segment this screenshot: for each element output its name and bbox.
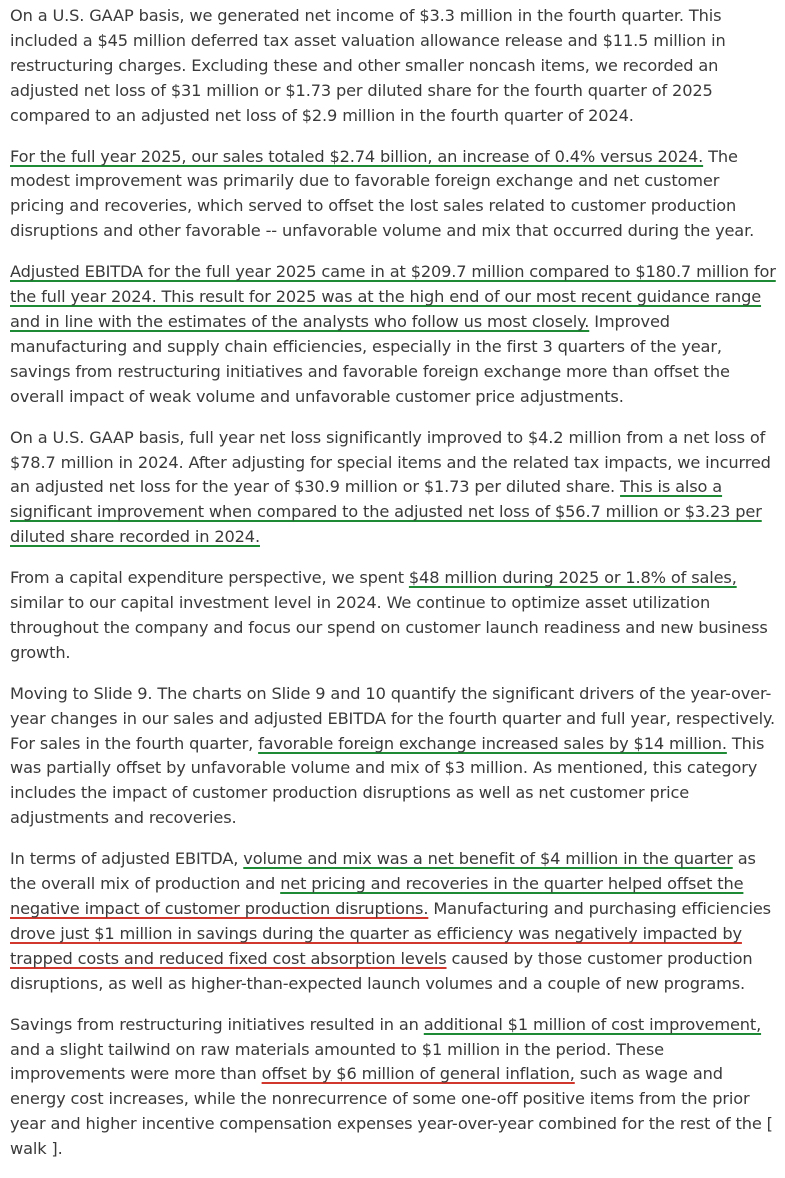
paragraph-text: From a capital expenditure perspective, we spent [10,568,409,588]
paragraph-text: The modest improvement was primarily due to favorable foreign exchange and net customer pricing and recoveries, which served to offset the lost sales related to customer production disruptions and other favorable -- unfavorable volume and mix that occurred during the year. [10,146,755,241]
green-highlighted-text: net pricing and recoveries in the quarter helped offset the [280,874,744,894]
green-highlighted-text: Adjusted EBITDA for the full year 2025 came in at $209.7 million compared to $180.7 million for the full year 2024. This result for 2025 was at the high end of our most recent guidance range and in line with the estimates of the analysts who follow us most closely. [10,262,776,331]
green-highlighted-text: For the full year 2025, our sales totaled $2.74 billion, an increase of 0.4% versus 2024. [10,146,704,166]
paragraph-text: Manufacturing and purchasing efficiencies [428,899,771,918]
paragraph-text: Improved manufacturing and supply chain efficiencies, especially in the first 3 quarters of the year, savings from restructuring initiatives and favorable foreign exchange more than offset the overall impact of weak volume and unfavorable customer price adjustments. [10,311,730,406]
green-highlighted-text: This is also a significant improvement when compared to the adjusted net loss of $56.7 million or $3.23 per diluted share recorded in 2024. [10,477,762,547]
red-highlighted-text: offset by $6 million of general inflation, [261,1064,575,1084]
paragraph-text: On a U.S. GAAP basis, full year net loss significantly improved to $4.2 million from a net loss of $78.7 million in 2024. After adjusting for special items and the related tax impacts, we incurred an adjusted net loss for the year of $30.9 million or $1.73 per diluted share. [10,427,771,497]
paragraph-text: as the overall mix of production and [10,849,756,894]
transcript-paragraph [10,566,778,666]
green-highlighted-text: additional $1 million of cost improvement, [423,1014,762,1034]
transcript-paragraph [10,260,778,409]
green-highlighted-text: $48 million during 2025 or 1.8% of sales, [408,568,737,588]
paragraph-text: and a slight tailwind on raw materials amounted to $1 million in the period. These improvements were more than [10,1039,664,1084]
paragraph-text: In terms of adjusted EBITDA, [10,849,244,869]
paragraph-text: Moving to Slide 9. The charts on Slide 9 and 10 quantify the significant drivers of the year-over-year changes in our sales and adjusted EBITDA for the fourth quarter and full year, respectively. For sales in the fourth quarter, [10,683,776,753]
green-highlighted-text: volume and mix was a net benefit of $4 million in the quarter [243,849,733,869]
transcript-paragraph [10,847,778,996]
transcript-paragraph [10,145,778,245]
paragraph-text: This was partially offset by unfavorable volume and mix of $3 million. As mentioned, this category includes the impact of customer production disruptions as well as net customer price adjustments and recoveries. [10,733,765,828]
transcript-paragraph [10,1013,778,1162]
transcript-paragraph [10,682,778,831]
paragraph-text: On a U.S. GAAP basis, we generated net income of $3.3 million in the fourth quarter. This included a $45 million deferred tax asset valuation allowance release and $11.5 million in restructuring charges. Excluding these and other smaller noncash items, we recorded an adjusted net loss of $31 million or $1.73 per diluted share for the fourth quarter of 2025 compared to an adjusted net loss of $2.9 million in the fourth quarter of 2024. [10,6,726,125]
paragraph-text: such as wage and energy cost increases, while the nonrecurrence of some one-off positive items from the prior year and higher incentive compensation expenses year-over-year combined for the rest of the [ walk ]. [10,1064,773,1159]
paragraph-text: Savings from restructuring initiatives resulted in an [10,1014,424,1034]
transcript-document [10,4,778,1178]
red-highlighted-text: drove just $1 million in savings during the quarter as efficiency was negatively impacted by trapped costs and reduced fixed cost absorption levels [10,923,742,968]
transcript-paragraph [10,4,778,129]
paragraph-text: similar to our capital investment level in 2024. We continue to optimize asset utilization throughout the company and focus our spend on customer launch readiness and new business growth. [10,593,768,662]
green-highlighted-text: favorable foreign exchange increased sales by $14 million. [258,733,727,753]
paragraph-text: caused by those customer production disruptions, as well as higher-than-expected launch volumes and a couple of new programs. [10,948,753,993]
red-highlighted-text: negative impact of customer production disruptions. [10,899,429,918]
transcript-paragraph [10,426,778,551]
